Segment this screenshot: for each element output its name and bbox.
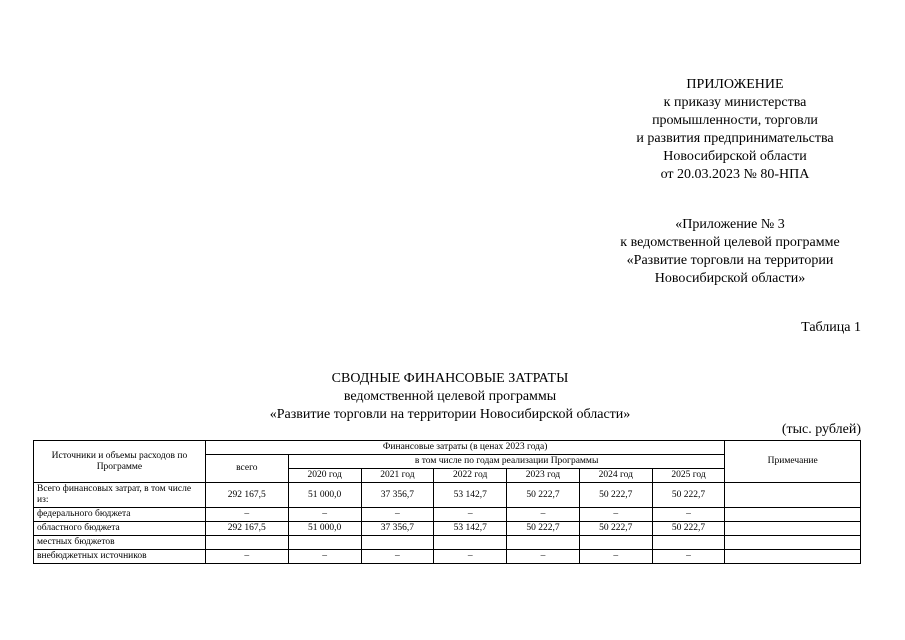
- appendix-line: к приказу министерства: [663, 95, 807, 110]
- appendix-line: Новосибирской области: [663, 149, 807, 164]
- header-total: всего: [205, 455, 288, 483]
- row-total: –: [205, 550, 288, 564]
- appendix-line: промышленности, торговли: [652, 113, 818, 128]
- table-row: [34, 508, 861, 522]
- row-total: –: [205, 508, 288, 522]
- row-value: –: [288, 508, 361, 522]
- table-row: [34, 536, 861, 550]
- row-value: [434, 536, 507, 550]
- row-value: [652, 536, 725, 550]
- row-value: 37 356,7: [361, 522, 434, 536]
- row-value: –: [507, 550, 580, 564]
- appendix-header: [600, 76, 870, 184]
- row-note: [725, 550, 861, 564]
- row-value: 50 222,7: [579, 522, 652, 536]
- row-value: –: [434, 508, 507, 522]
- row-value: –: [579, 508, 652, 522]
- header-year: 2021 год: [361, 469, 434, 483]
- header-note: Примечание: [725, 441, 861, 483]
- row-value: –: [361, 508, 434, 522]
- title-line: ведомственной целевой программы: [343, 389, 557, 404]
- header-by-year: в том числе по годам реализации Программы: [288, 455, 725, 469]
- row-value: 50 222,7: [579, 483, 652, 508]
- table-row: [34, 522, 861, 536]
- financial-table: [33, 440, 861, 564]
- annex-line: к ведомственной целевой программе: [620, 235, 840, 250]
- row-total: 292 167,5: [205, 483, 288, 508]
- row-value: –: [579, 550, 652, 564]
- row-label: Всего финансовых затрат, в том числе из:: [34, 483, 206, 508]
- row-value: 51 000,0: [288, 483, 361, 508]
- row-note: [725, 508, 861, 522]
- header-year: 2025 год: [652, 469, 725, 483]
- appendix-line: и развития предпринимательства: [636, 131, 834, 146]
- row-note: [725, 536, 861, 550]
- row-value: 50 222,7: [507, 483, 580, 508]
- row-total: [205, 536, 288, 550]
- row-value: 50 222,7: [652, 522, 725, 536]
- row-value: [507, 536, 580, 550]
- title-line: СВОДНЫЕ ФИНАНСОВЫЕ ЗАТРАТЫ: [331, 371, 569, 386]
- header-year: 2024 год: [579, 469, 652, 483]
- row-value: –: [652, 550, 725, 564]
- row-value: 53 142,7: [434, 522, 507, 536]
- table-row: [34, 550, 861, 564]
- title-line: «Развитие торговли на территории Новосибирской области»: [269, 407, 631, 422]
- annex-line: «Развитие торговли на территории: [626, 253, 834, 268]
- row-note: [725, 522, 861, 536]
- row-label: внебюджетных источников: [34, 550, 206, 564]
- row-total: 292 167,5: [205, 522, 288, 536]
- row-value: –: [652, 508, 725, 522]
- annex-header: [590, 216, 870, 288]
- row-value: 37 356,7: [361, 483, 434, 508]
- row-value: –: [507, 508, 580, 522]
- table-row: [34, 483, 861, 508]
- header-costs: Финансовые затраты (в ценах 2023 года): [205, 441, 725, 455]
- row-value: –: [361, 550, 434, 564]
- row-value: [361, 536, 434, 550]
- header-year: 2023 год: [507, 469, 580, 483]
- annex-line: «Приложение № 3: [675, 217, 785, 232]
- header-year: 2020 год: [288, 469, 361, 483]
- annex-line: Новосибирской области»: [654, 271, 806, 286]
- row-label: областного бюджета: [34, 522, 206, 536]
- row-value: 50 222,7: [507, 522, 580, 536]
- row-value: –: [288, 550, 361, 564]
- appendix-line: от 20.03.2023 № 80-НПА: [660, 167, 810, 182]
- header-year: 2022 год: [434, 469, 507, 483]
- unit-label: (тыс. рублей): [781, 422, 861, 437]
- row-label: федерального бюджета: [34, 508, 206, 522]
- row-value: 50 222,7: [652, 483, 725, 508]
- row-value: 53 142,7: [434, 483, 507, 508]
- row-value: [288, 536, 361, 550]
- row-label: местных бюджетов: [34, 536, 206, 550]
- row-value: –: [434, 550, 507, 564]
- appendix-line: ПРИЛОЖЕНИЕ: [686, 77, 784, 92]
- row-value: 51 000,0: [288, 522, 361, 536]
- table-label: Таблица 1: [801, 320, 861, 335]
- document-title: [200, 370, 700, 424]
- row-value: [579, 536, 652, 550]
- row-note: [725, 483, 861, 508]
- header-sources: Источники и объемы расходов по Программе: [34, 441, 206, 483]
